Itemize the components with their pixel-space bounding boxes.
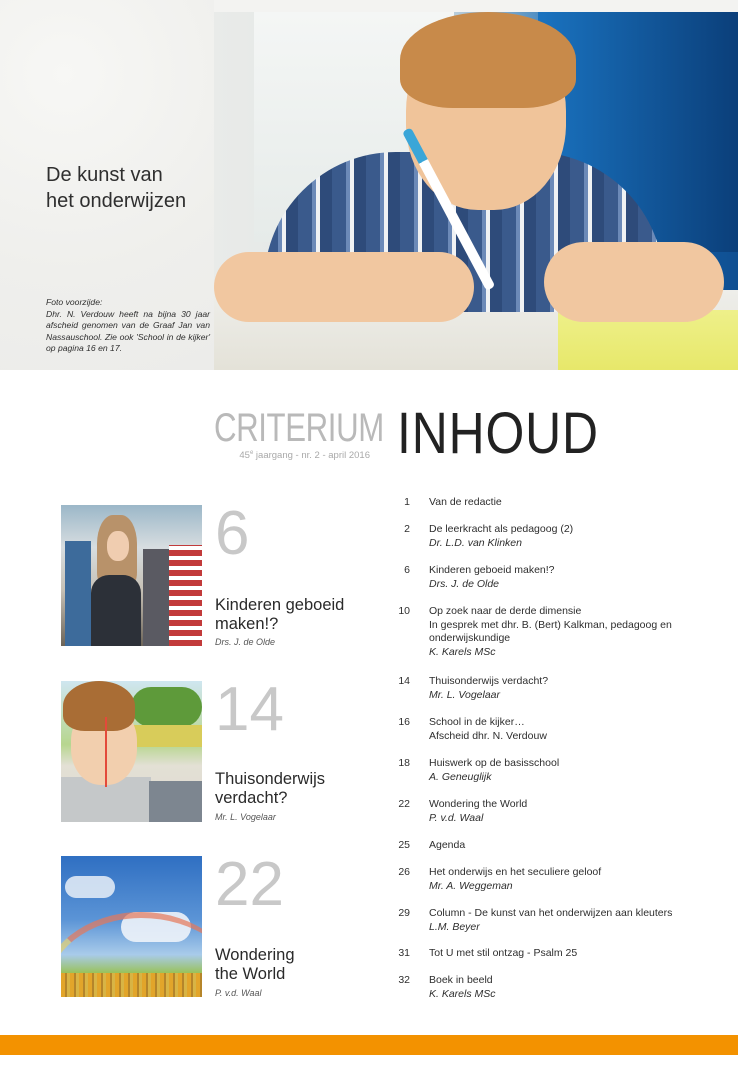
toc-title: Van de redactie (429, 496, 502, 508)
caption-heading: Foto voorzijde: (46, 297, 103, 307)
toc-title: Wondering the World (429, 798, 528, 810)
issue-suffix: e (249, 450, 254, 456)
photo-laptop (149, 781, 202, 822)
toc-author: Dr. L.D. van Klinken (429, 536, 522, 549)
cover-band (0, 0, 738, 370)
feature-title-line1: Kinderen geboeid (215, 596, 345, 614)
cover-title (46, 162, 216, 214)
caption-text: Dhr. N. Verdouw heeft na bijna 30 jaar afscheid genomen van de Graaf Jan van Nassauschool. Zie ook 'School in de kijker' op pagina 16 en 17. (46, 308, 210, 353)
toc-author: L.M. Beyer (429, 920, 480, 933)
feature-article-1[interactable] (61, 499, 361, 655)
photo-girl-face (107, 531, 129, 561)
photo-boy-striped (169, 545, 202, 646)
feature-page-number: 6 (215, 499, 250, 568)
page-heading: INHOUD (397, 401, 599, 466)
feature-article-2[interactable] (61, 675, 361, 831)
feature-1-photo (61, 505, 202, 646)
toc-title: Thuisonderwijs verdacht? (429, 675, 549, 687)
toc-title: Kinderen geboeid maken!? (429, 564, 555, 576)
toc-page-number: 32 (398, 974, 410, 986)
toc-page-number: 18 (398, 757, 410, 769)
toc-title: Tot U met stil ontzag - Psalm 25 (429, 947, 578, 959)
toc-author: K. Karels MSc (429, 645, 496, 658)
toc-page-number: 2 (404, 523, 410, 535)
toc-page-number: 16 (398, 716, 410, 728)
toc-subtitle: In gesprek met dhr. B. (Bert) Kalkman, pedagoog en (429, 618, 672, 631)
photo-field (131, 725, 202, 747)
toc-title: De leerkracht als pedagoog (2) (429, 523, 574, 535)
issue-info (214, 450, 370, 461)
photo-cloud (65, 876, 115, 898)
photo-girl-shirt (91, 575, 141, 646)
toc-subtitle: onderwijskundige (429, 632, 511, 644)
toc-subtitle: Afscheid dhr. N. Verdouw (429, 729, 547, 742)
issue-rest: jaargang - nr. 2 - april 2016 (253, 450, 370, 462)
feature-title-line2: maken!? (215, 615, 279, 633)
toc-page-number: 31 (398, 947, 410, 959)
feature-author: P. v.d. Waal (215, 988, 262, 998)
toc-author: Mr. L. Vogelaar (429, 688, 501, 701)
photo-child (65, 541, 91, 646)
feature-page-number: 22 (215, 850, 284, 919)
cover-title-line1: De kunst van (46, 164, 163, 186)
cover-photo (214, 12, 738, 370)
photo-trees (131, 687, 202, 727)
toc-author: Mr. A. Weggeman (429, 879, 513, 892)
photo-earphone (105, 717, 107, 787)
photo-child (143, 549, 169, 646)
toc-author: K. Karels MSc (429, 987, 496, 1000)
toc-page-number: 29 (398, 907, 410, 919)
feature-3-photo (61, 856, 202, 997)
feature-title (215, 770, 355, 808)
photo-boy-arm-left (214, 252, 474, 322)
toc-title: Het onderwijs en het seculiere geloof (429, 866, 602, 878)
photo-flower-field (61, 973, 202, 997)
toc-page-number: 10 (398, 605, 410, 617)
feature-author: Mr. L. Vogelaar (215, 812, 276, 822)
toc-page-number: 22 (398, 798, 410, 810)
toc-title: Boek in beeld (429, 974, 493, 986)
footer-accent-bar (0, 1035, 738, 1055)
toc-author: P. v.d. Waal (429, 811, 484, 824)
toc-title: Op zoek naar de derde dimensie (429, 605, 582, 617)
toc-page-number: 1 (404, 496, 410, 508)
feature-2-photo (61, 681, 202, 822)
toc-page-number: 6 (404, 564, 410, 576)
photo-boy-hair (63, 681, 135, 731)
toc-page-number: 25 (398, 839, 410, 851)
toc-author: Drs. J. de Olde (429, 577, 500, 590)
feature-article-3[interactable] (61, 850, 361, 1006)
photo-boy-arm-right (544, 242, 724, 322)
feature-title-line2: the World (215, 965, 286, 983)
masthead (214, 408, 382, 461)
toc-title: Huiswerk op de basisschool (429, 757, 560, 769)
feature-title (215, 596, 355, 634)
feature-title-line1: Thuisonderwijs (215, 770, 326, 788)
toc-title: Column - De kunst van het onderwijzen aan kleuters (429, 907, 673, 919)
photo-boy-hair (400, 12, 576, 108)
toc-author: A. Geneuglijk (429, 770, 492, 783)
feature-title (215, 946, 355, 984)
photo-caption (46, 297, 210, 355)
feature-page-number: 14 (215, 675, 284, 744)
feature-author: Drs. J. de Olde (215, 637, 276, 647)
toc-title: Agenda (429, 839, 466, 851)
feature-title-line1: Wondering (215, 946, 295, 964)
cover-title-line2: het onderwijzen (46, 190, 187, 212)
feature-title-line2: verdacht? (215, 789, 288, 807)
toc-page-number: 14 (398, 675, 410, 687)
brand-logo: CRITERIUM (214, 406, 384, 450)
toc-page-number: 26 (398, 866, 410, 878)
toc-title: School in de kijker… (429, 716, 525, 728)
issue-volume: 45 (239, 450, 250, 462)
